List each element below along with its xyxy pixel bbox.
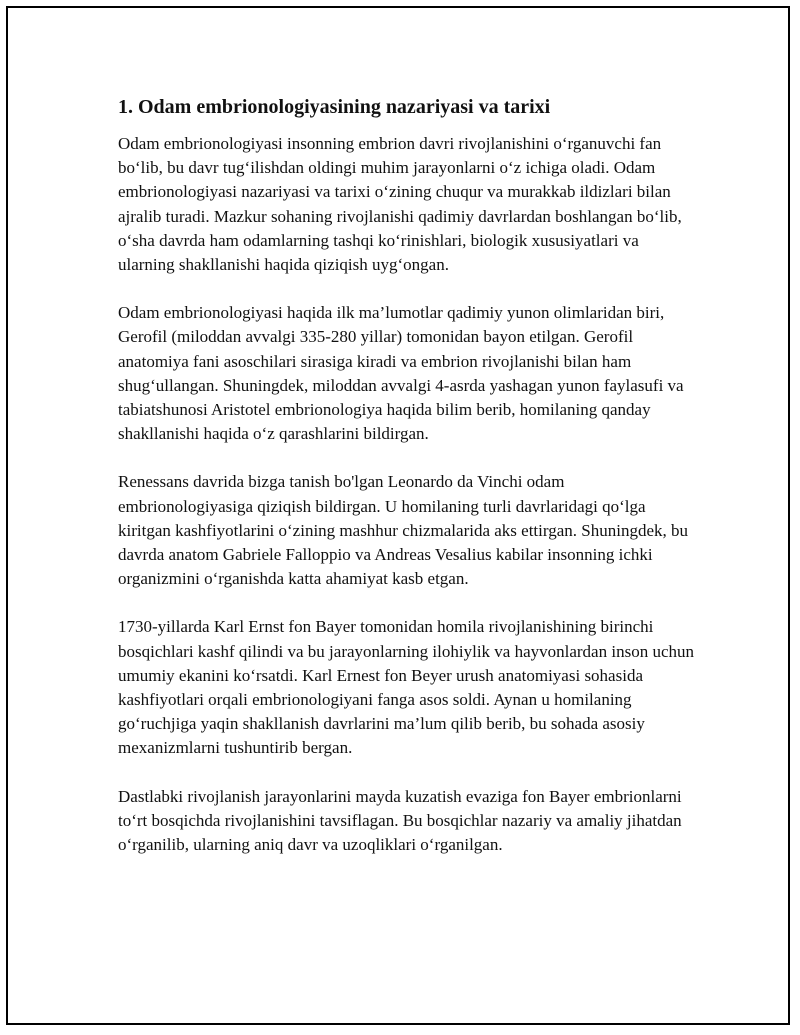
paragraph-von-baer: 1730-yillarda Karl Ernst fon Bayer tomonidan homila rivojlanishining birinchi bosqichlari kashf qilindi va bu jarayonlarning ilohiylik va hayvonlardan inson uchun umumiy ekanini ko‘rsatdi. Karl Ernest fon Beyer urush anatomiyasi sohasida kashfiyotlari orqali embrionologiyani fanga asos soldi. Aynan u homilaning go‘ruchjiga yaqin shakllanish davrlarini ma’lum qilib berib, bu sohada asosiy mexanizmlarni tushuntirib bergan. xyxy=(118,617,694,758)
section-title: 1. Odam embrionologiyasining nazariyasi va tarixi xyxy=(118,96,551,118)
document-body xyxy=(118,94,698,881)
paragraph-ancient-greece: Odam embrionologiyasi haqida ilk ma’lumotlar qadimiy yunon olimlaridan biri, Gerofil (miloddan avvalgi 335-280 yillar) tomonidan bayon etilgan. Gerofil anatomiya fani asoschilari sirasiga kiradi va embrion rivojlanishi bilan ham shug‘ullangan. Shuningdek, miloddan avvalgi 4-asrda yashagan yunon faylasufi va tabiatshunosi Aristotel embrionologiya haqida bilim berib, homilaning qanday shakllanishi haqida o‘z qarashlarini bildirgan. xyxy=(118,303,684,444)
paragraph-renaissance: Renessans davrida bizga tanish bo'lgan Leonardo da Vinchi odam embrionologiyasiga qiziqish bildirgan. U homilaning turli davrlaridagi qo‘lga kiritgan kashfiyotlarini o‘zining mashhur chizmalarida aks ettirgan. Shuningdek, bu davrda anatom Gabriele Falloppio va Andreas Vesalius kabilar insonning ichki organizmini o‘rganishda katta ahamiyat kasb etgan. xyxy=(118,472,688,589)
paragraph-intro: Odam embrionologiyasi insonning embrion davri rivojlanishini o‘rganuvchi fan bo‘lib, bu davr tug‘ilishdan oldingi muhim jarayonlarni o‘z ichiga oladi. Odam embrionologiyasi nazariyasi va tarixi o‘zining chuqur va murakkab ildizlari bilan ajralib turadi. Mazkur sohaning rivojlanishi qadimiy davrlardan boshlangan bo‘lib, o‘sha davrda ham odamlarning tashqi ko‘rinishlari, biologik xususiyatlari va ularning shakllanishi haqida qiziqish uyg‘ongan. xyxy=(118,134,682,275)
paragraph-stages: Dastlabki rivojlanish jarayonlarini mayda kuzatish evaziga fon Bayer embrionlarni to‘rt bosqichda rivojlanishini tavsiflagan. Bu bosqichlar nazariy va amaliy jihatdan o‘rganilib, ularning aniq davr va uzoqliklari o‘rganilgan. xyxy=(118,786,682,855)
